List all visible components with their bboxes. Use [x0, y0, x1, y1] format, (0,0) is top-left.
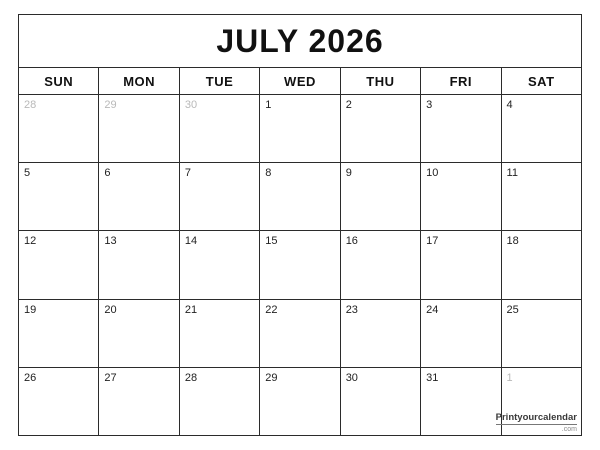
day-cell[interactable] [421, 368, 501, 435]
day-number: 1 [265, 99, 272, 111]
day-cell[interactable] [180, 95, 260, 162]
calendar-grid [19, 95, 581, 435]
day-number: 6 [104, 167, 111, 180]
day-number: 30 [184, 99, 198, 111]
weekday-thu: THU [341, 68, 421, 94]
day-cell[interactable] [341, 368, 421, 435]
day-cell[interactable] [260, 368, 340, 435]
day-number: 22 [265, 303, 278, 316]
day-number: 1 [506, 371, 513, 384]
day-number: 27 [104, 371, 117, 384]
day-number: 3 [426, 99, 433, 111]
day-number: 25 [506, 303, 519, 316]
calendar-title-bar [19, 15, 581, 68]
day-cell[interactable] [260, 95, 340, 162]
day-cell[interactable] [99, 95, 179, 162]
day-cell[interactable] [495, 368, 581, 435]
day-number: 4 [506, 99, 513, 111]
calendar [18, 14, 582, 436]
day-number: 29 [265, 371, 278, 384]
day-cell[interactable] [180, 368, 260, 435]
day-cell[interactable] [260, 300, 340, 367]
weekday-fri: FRI [421, 68, 501, 94]
page-title: JULY 2026 [216, 22, 384, 59]
day-cell[interactable] [19, 300, 99, 367]
day-cell[interactable] [99, 368, 179, 435]
day-number: 12 [24, 235, 37, 248]
day-cell[interactable] [502, 300, 581, 367]
day-cell[interactable] [502, 95, 581, 162]
day-cell[interactable] [502, 163, 581, 230]
day-cell[interactable] [502, 231, 581, 298]
day-number: 20 [104, 303, 117, 316]
day-number: 21 [184, 303, 198, 316]
day-cell[interactable] [180, 163, 260, 230]
day-number: 17 [426, 235, 439, 248]
day-number: 7 [184, 167, 191, 180]
day-number: 31 [426, 371, 439, 384]
day-cell[interactable] [341, 300, 421, 367]
watermark-brand: Printyourcalendar [495, 411, 577, 423]
week-row [19, 163, 581, 231]
week-row [19, 300, 581, 368]
day-cell[interactable] [341, 231, 421, 298]
day-number: 24 [426, 303, 439, 316]
day-number: 5 [24, 167, 31, 180]
day-cell[interactable] [421, 231, 501, 298]
week-row [19, 231, 581, 299]
day-cell[interactable] [19, 95, 99, 162]
day-cell[interactable] [99, 163, 179, 230]
weekday-tue: TUE [180, 68, 260, 94]
weekday-header-row [19, 68, 581, 95]
day-cell[interactable] [260, 231, 340, 298]
day-number: 10 [426, 167, 439, 180]
day-number: 18 [506, 235, 519, 248]
day-number: 19 [24, 303, 37, 316]
watermark-tld: .com [561, 425, 577, 433]
weekday-sun: SUN [19, 68, 99, 94]
day-cell[interactable] [180, 231, 260, 298]
day-cell[interactable] [260, 163, 340, 230]
day-number: 29 [104, 99, 117, 111]
day-cell[interactable] [19, 163, 99, 230]
weekday-wed: WED [260, 68, 340, 94]
day-cell[interactable] [341, 163, 421, 230]
day-cell[interactable] [421, 163, 501, 230]
day-cell[interactable] [19, 231, 99, 298]
day-cell[interactable] [421, 95, 501, 162]
day-number: 30 [345, 371, 358, 384]
day-number: 14 [184, 235, 198, 248]
day-number: 9 [345, 167, 352, 180]
day-number: 28 [24, 99, 37, 111]
day-number: 23 [345, 303, 358, 316]
day-cell[interactable] [341, 95, 421, 162]
day-number: 11 [506, 167, 518, 180]
week-row [19, 368, 581, 435]
day-cell[interactable] [421, 300, 501, 367]
day-number: 13 [104, 235, 117, 248]
day-number: 8 [265, 167, 272, 180]
day-number: 15 [265, 235, 278, 248]
week-row [19, 95, 581, 163]
weekday-mon: MON [99, 68, 179, 94]
day-cell[interactable] [99, 231, 179, 298]
day-number: 2 [345, 99, 352, 111]
day-number: 26 [24, 371, 37, 384]
day-number: 28 [184, 371, 198, 384]
day-number: 16 [345, 235, 358, 248]
watermark [496, 408, 577, 433]
weekday-sat: SAT [527, 73, 555, 89]
day-cell[interactable] [99, 300, 179, 367]
day-cell[interactable] [180, 300, 260, 367]
day-cell[interactable] [19, 368, 99, 435]
